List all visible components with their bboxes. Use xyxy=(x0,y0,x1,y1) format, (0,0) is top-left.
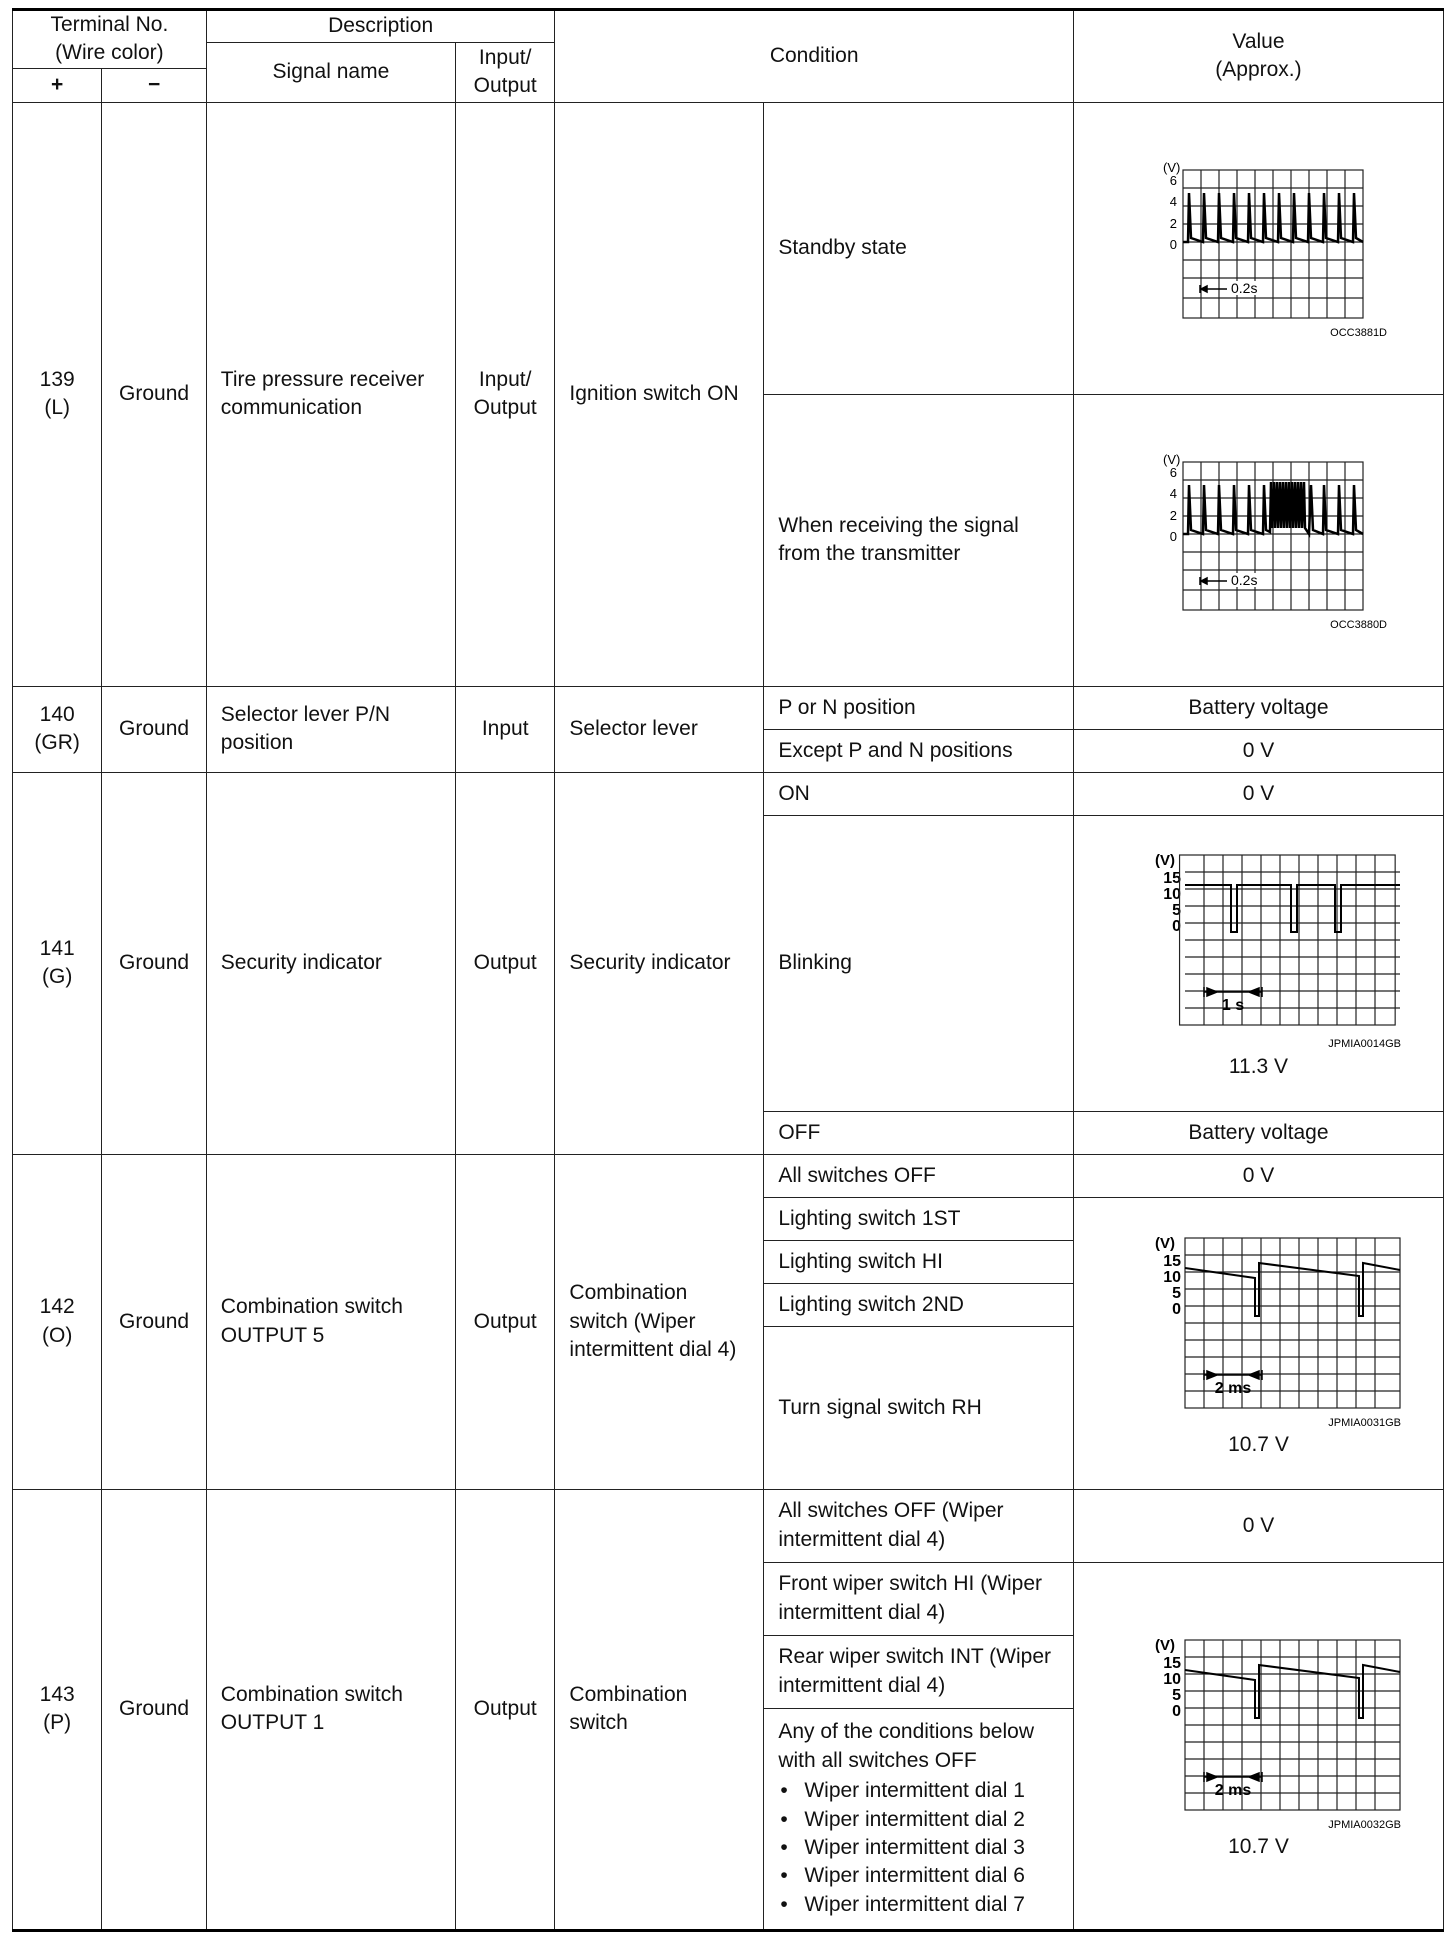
list-item: • Wiper intermittent dial 7 xyxy=(804,1891,1059,1919)
value-cell xyxy=(1073,1562,1443,1930)
figure-caption: OCC3881D xyxy=(1330,327,1388,340)
wave-tick: 6 xyxy=(1170,173,1178,189)
wire-color: (P) xyxy=(43,1711,72,1735)
wave-time-arrow xyxy=(1204,1370,1262,1380)
wave-tick: 5 xyxy=(1172,1284,1182,1302)
terminal-number: 140 xyxy=(39,702,75,726)
input-output: Output xyxy=(455,1489,554,1930)
wave-time-arrow xyxy=(1200,577,1227,585)
condition-sub xyxy=(764,1708,1074,1930)
terminal-table xyxy=(12,8,1444,1932)
wave-tick: 0 xyxy=(1172,918,1182,936)
condition-sub: ON xyxy=(764,772,1074,815)
header-terminal-no-label: Terminal No. xyxy=(50,13,169,36)
value-cell: 0 V xyxy=(1073,729,1443,772)
wave-tick: 10 xyxy=(1163,1268,1182,1286)
condition-main: Combination switch (Wiper intermittent dial 4) xyxy=(555,1154,764,1489)
wave-tick: 2 xyxy=(1170,216,1178,232)
wave-unit: (V) xyxy=(1155,1234,1176,1252)
terminal-141 xyxy=(13,772,102,1154)
wave-time-label: 0.2s xyxy=(1231,572,1258,589)
table-row xyxy=(13,1154,1444,1197)
input-output: Input/ Output xyxy=(455,102,554,686)
list-item: • Wiper intermittent dial 3 xyxy=(804,1834,1059,1862)
wave-tick: 5 xyxy=(1172,1687,1182,1705)
input-output: Output xyxy=(455,772,554,1154)
wave-tick: 0 xyxy=(1170,529,1178,545)
value-cell xyxy=(1073,394,1443,686)
signal-name: Tire pressure receiver communication xyxy=(206,102,455,686)
waveform-standby xyxy=(1123,148,1393,348)
value-cell xyxy=(1073,815,1443,1111)
ground-cell: Ground xyxy=(102,1154,206,1489)
value-cell: 0 V xyxy=(1073,772,1443,815)
wave-time-arrow xyxy=(1204,987,1262,997)
waveform-output1 xyxy=(1113,1630,1403,1835)
header-approx-label: (Approx.) xyxy=(1215,58,1302,82)
terminal-number: 139 xyxy=(39,367,75,391)
terminal-140 xyxy=(13,686,102,772)
condition-main: Ignition switch ON xyxy=(555,102,764,686)
wave-unit: (V) xyxy=(1163,452,1181,468)
condition-sub: Front wiper switch HI (Wiper intermittent dial 4) xyxy=(764,1562,1074,1635)
terminal-number: 142 xyxy=(39,1295,75,1319)
waveform-output5 xyxy=(1113,1228,1403,1433)
list-item: • Wiper intermittent dial 2 xyxy=(804,1806,1059,1834)
value-cell xyxy=(1073,1197,1443,1489)
ground-cell: Ground xyxy=(102,686,206,772)
condition-sub: Rear wiper switch INT (Wiper intermittent dial 4) xyxy=(764,1635,1074,1708)
wave-time-label: 1 s xyxy=(1222,997,1245,1015)
condition-sub: Except P and N positions xyxy=(764,729,1074,772)
input-output: Output xyxy=(455,1154,554,1489)
header-wire-color-label: (Wire color) xyxy=(55,41,164,65)
wire-color: (O) xyxy=(42,1323,73,1347)
wave-trace xyxy=(1183,482,1363,534)
wave-tick: 0 xyxy=(1172,1300,1182,1318)
header-value xyxy=(1073,10,1443,103)
wave-time-arrow xyxy=(1200,285,1227,293)
wave-tick: 5 xyxy=(1172,902,1182,920)
figure-caption: JPMIA0031GB xyxy=(1328,1416,1402,1429)
value-cell: Battery voltage xyxy=(1073,686,1443,729)
figure-caption: JPMIA0014GB xyxy=(1328,1038,1402,1051)
table-row xyxy=(13,772,1444,815)
header-terminal-no xyxy=(13,10,207,69)
wave-grid xyxy=(1183,170,1363,318)
value-text: 11.3 V xyxy=(1228,1055,1289,1079)
wave-time-label: 0.2s xyxy=(1231,280,1258,297)
figure-caption: OCC3880D xyxy=(1330,619,1388,632)
condition-sub: Turn signal switch RH xyxy=(764,1326,1074,1489)
waveform-receiving xyxy=(1123,440,1393,640)
ground-cell: Ground xyxy=(102,772,206,1154)
wire-color: (GR) xyxy=(34,731,80,755)
wave-unit: (V) xyxy=(1155,852,1176,870)
input-output: Input xyxy=(455,686,554,772)
value-cell: Battery voltage xyxy=(1073,1111,1443,1154)
condition-sub: All switches OFF (Wiper intermittent dial 4) xyxy=(764,1489,1074,1562)
header-value-label: Value xyxy=(1232,30,1285,53)
value-cell xyxy=(1073,102,1443,394)
wave-tick: 10 xyxy=(1163,886,1182,904)
figure-caption: JPMIA0032GB xyxy=(1328,1819,1402,1832)
signal-name: Combination switch OUTPUT 5 xyxy=(206,1154,455,1489)
value-text: 10.7 V xyxy=(1228,1835,1289,1859)
ground-cell: Ground xyxy=(102,102,206,686)
value-cell: 0 V xyxy=(1073,1154,1443,1197)
signal-name: Selector lever P/N position xyxy=(206,686,455,772)
value-text: 10.7 V xyxy=(1228,1432,1289,1456)
signal-name: Security indicator xyxy=(206,772,455,1154)
terminal-143 xyxy=(13,1489,102,1930)
wave-time-label: 2 ms xyxy=(1215,1379,1252,1397)
wave-time-arrow xyxy=(1204,1772,1262,1782)
terminal-142 xyxy=(13,1154,102,1489)
wave-tick: 4 xyxy=(1170,486,1178,502)
bullet-list xyxy=(778,1777,1059,1919)
header-minus: − xyxy=(102,68,206,102)
header-description: Description xyxy=(206,10,555,43)
wave-trace xyxy=(1185,885,1400,932)
wire-color: (L) xyxy=(44,396,70,420)
table-row xyxy=(13,1489,1444,1562)
header-input-output: Input/ Output xyxy=(455,43,554,103)
wave-tick: 6 xyxy=(1170,465,1178,481)
ground-cell: Ground xyxy=(102,1489,206,1930)
condition-sub: All switches OFF xyxy=(764,1154,1074,1197)
table-row xyxy=(13,102,1444,394)
condition-sub: Lighting switch 1ST xyxy=(764,1197,1074,1240)
terminal-139 xyxy=(13,102,102,686)
header-plus: + xyxy=(13,68,102,102)
wave-tick: 15 xyxy=(1163,1252,1182,1270)
condition-sub: Lighting switch HI xyxy=(764,1240,1074,1283)
terminal-number: 143 xyxy=(39,1682,75,1706)
wave-tick: 0 xyxy=(1172,1703,1182,1721)
wave-tick: 10 xyxy=(1163,1671,1182,1689)
value-cell: 0 V xyxy=(1073,1489,1443,1562)
condition-main: Combination switch xyxy=(555,1489,764,1930)
condition-sub: Blinking xyxy=(764,815,1074,1111)
list-item: • Wiper intermittent dial 1 xyxy=(804,1777,1059,1805)
wave-tick: 2 xyxy=(1170,508,1178,524)
wave-time-label: 2 ms xyxy=(1215,1782,1252,1800)
wire-color: (G) xyxy=(42,965,73,989)
wave-tick: 0 xyxy=(1170,237,1178,253)
condition-sub: P or N position xyxy=(764,686,1074,729)
condition-sub: Lighting switch 2ND xyxy=(764,1283,1074,1326)
signal-name: Combination switch OUTPUT 1 xyxy=(206,1489,455,1930)
condition-sub: OFF xyxy=(764,1111,1074,1154)
wave-unit: (V) xyxy=(1155,1637,1176,1655)
wave-unit: (V) xyxy=(1163,160,1181,176)
table-row xyxy=(13,686,1444,729)
condition-main: Selector lever xyxy=(555,686,764,772)
terminal-number: 141 xyxy=(39,936,75,960)
header-signal-name: Signal name xyxy=(206,43,455,103)
wave-tick: 15 xyxy=(1163,1655,1182,1673)
condition-sub: Standby state xyxy=(764,102,1074,394)
condition-sub-text: Any of the conditions below with all switches OFF xyxy=(778,1720,1034,1772)
wave-tick: 4 xyxy=(1170,194,1178,210)
wave-grid xyxy=(1180,855,1400,1025)
wave-tick: 15 xyxy=(1163,870,1182,888)
condition-sub: When receiving the signal from the transmitter xyxy=(764,394,1074,686)
waveform-blinking xyxy=(1113,845,1403,1055)
header-condition: Condition xyxy=(555,10,1074,103)
list-item: • Wiper intermittent dial 6 xyxy=(804,1862,1059,1890)
condition-main: Security indicator xyxy=(555,772,764,1154)
